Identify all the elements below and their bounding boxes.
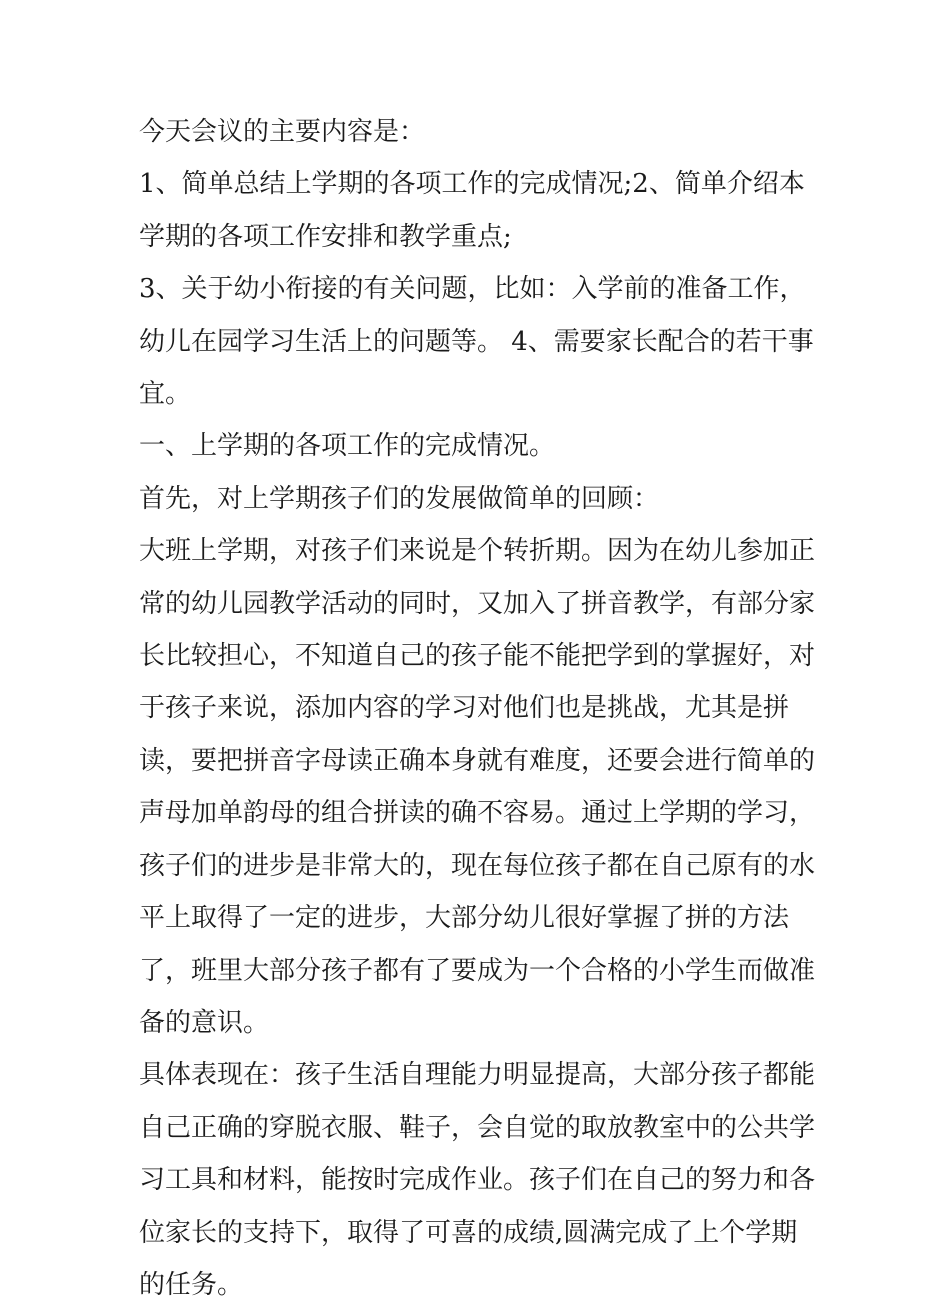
paragraph-last-term-review: 大班上学期，对孩子们来说是个转折期。因为在幼儿参加正常的幼儿园教学活动的同时，又加入了拼音教学，有部分家长比较担心，不知道自己的孩子能不能把学到的掌握好，对于孩子来说，添加内容的学习对他们也是挑战，尤其是拼读，要把拼音字母读正确本身就有难度，还要会进行简单的声母加单韵母的组合拼读的确不容易。通过上学期的学习，孩子们的进步是非常大的，现在每位孩子都在自己原有的水平上取得了一定的进步，大部分幼儿很好掌握了拼的方法了，班里大部分孩子都有了要成为一个合格的小学生而做准备的意识。 — [139, 536, 816, 1038]
paragraph-meeting-intro: 今天会议的主要内容是： — [139, 117, 426, 147]
paragraph-agenda-3-4: 3、关于幼小衔接的有关问题，比如：入学前的准备工作，幼儿在园学习生活上的问题等。 4、需要家长配合的若干事宜。 — [139, 274, 814, 410]
paragraph-specific-performance: 具体表现在：孩子生活自理能力明显提高，大部分孩子都能自己正确的穿脱衣服、鞋子，会自觉的取放教室中的公共学习工具和材料，能按时完成作业。孩子们在自己的努力和各位家长的支持下，取得了可喜的成绩,圆满完成了上个学期的任务。 — [139, 1060, 816, 1300]
section-heading-last-term: 一、上学期的各项工作的完成情况。 — [139, 431, 556, 462]
paragraph-review-intro: 首先，对上学期孩子们的发展做简单的回顾： — [139, 483, 660, 514]
document-body — [139, 106, 819, 1311]
paragraph-agenda-1-2: 1、简单总结上学期的各项工作的完成情况;2、简单介绍本学期的各项工作安排和教学重点; — [139, 169, 805, 252]
